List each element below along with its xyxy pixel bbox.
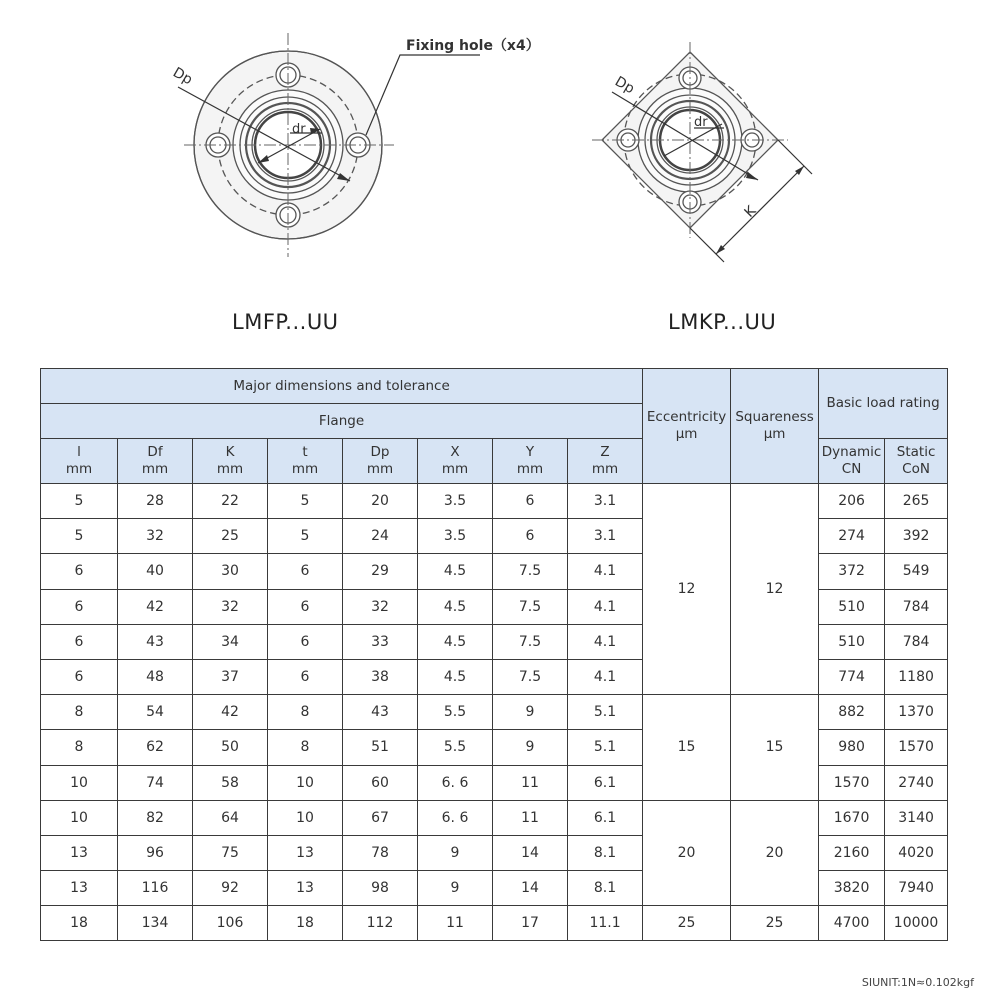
- cell-l: 6: [41, 554, 118, 589]
- cell-k: 22: [193, 484, 268, 519]
- table-row: [41, 906, 948, 941]
- cell-t: 13: [268, 835, 343, 870]
- cell-z: 4.1: [568, 624, 643, 659]
- cell-df: 96: [118, 835, 193, 870]
- cell-x: 4.5: [418, 659, 493, 694]
- cell-t: 13: [268, 871, 343, 906]
- model-label-lmkp: LMKP...UU: [668, 310, 777, 334]
- round-flange-drawing: [150, 25, 550, 275]
- cell-y: 6: [493, 519, 568, 554]
- cell-z: 8.1: [568, 871, 643, 906]
- k-label: K: [741, 203, 760, 221]
- dynamic-header: [819, 439, 885, 484]
- cell-static: 265: [885, 484, 948, 519]
- cell-eccentricity: 20: [643, 800, 731, 906]
- cell-l: 6: [41, 659, 118, 694]
- cell-static: 784: [885, 589, 948, 624]
- eccentricity-header-label: Eccentricity: [646, 409, 727, 425]
- column-header-name: Z: [600, 444, 610, 460]
- cell-df: 74: [118, 765, 193, 800]
- cell-eccentricity: 12: [643, 484, 731, 695]
- cell-x: 4.5: [418, 589, 493, 624]
- cell-df: 116: [118, 871, 193, 906]
- dynamic-header-unit: CN: [841, 461, 862, 477]
- cell-y: 14: [493, 835, 568, 870]
- column-header-name: t: [302, 444, 308, 460]
- cell-k: 92: [193, 871, 268, 906]
- column-header-name: l: [77, 444, 81, 460]
- cell-z: 4.1: [568, 659, 643, 694]
- cell-y: 17: [493, 906, 568, 941]
- cell-z: 3.1: [568, 484, 643, 519]
- cell-y: 9: [493, 695, 568, 730]
- cell-static: 1180: [885, 659, 948, 694]
- cell-dynamic: 4700: [819, 906, 885, 941]
- column-header-z: [568, 439, 643, 484]
- cell-df: 28: [118, 484, 193, 519]
- table-row: [41, 484, 948, 519]
- cell-z: 11.1: [568, 906, 643, 941]
- cell-y: 9: [493, 730, 568, 765]
- cell-x: 6. 6: [418, 765, 493, 800]
- major-dimensions-header: Major dimensions and tolerance: [41, 369, 643, 404]
- cell-dynamic: 2160: [819, 835, 885, 870]
- cell-y: 7.5: [493, 554, 568, 589]
- cell-y: 7.5: [493, 659, 568, 694]
- unit-footnote: SIUNIT:1N≈0.102kgf: [861, 976, 974, 989]
- squareness-header-unit: μm: [763, 426, 786, 442]
- cell-l: 5: [41, 484, 118, 519]
- cell-k: 64: [193, 800, 268, 835]
- cell-k: 34: [193, 624, 268, 659]
- cell-squareness: 25: [731, 906, 819, 941]
- cell-dynamic: 372: [819, 554, 885, 589]
- cell-df: 42: [118, 589, 193, 624]
- squareness-header: [731, 369, 819, 484]
- cell-dynamic: 980: [819, 730, 885, 765]
- cell-static: 1370: [885, 695, 948, 730]
- cell-dynamic: 774: [819, 659, 885, 694]
- cell-df: 62: [118, 730, 193, 765]
- dp-label-square: Dp: [612, 73, 638, 98]
- eccentricity-header-unit: μm: [675, 426, 698, 442]
- static-header-unit: CoN: [902, 461, 930, 477]
- cell-dynamic: 882: [819, 695, 885, 730]
- dr-label-square: dr: [694, 115, 708, 130]
- table-row: [41, 695, 948, 730]
- cell-dp: 20: [343, 484, 418, 519]
- cell-dp: 24: [343, 519, 418, 554]
- cell-df: 134: [118, 906, 193, 941]
- cell-df: 43: [118, 624, 193, 659]
- static-header-label: Static: [896, 444, 936, 460]
- column-header-unit: mm: [291, 461, 319, 477]
- column-header-l: [41, 439, 118, 484]
- cell-t: 10: [268, 800, 343, 835]
- cell-dynamic: 510: [819, 589, 885, 624]
- column-header-unit: mm: [441, 461, 469, 477]
- cell-t: 8: [268, 695, 343, 730]
- cell-z: 3.1: [568, 519, 643, 554]
- dr-label-round: dr: [292, 122, 306, 137]
- cell-l: 6: [41, 589, 118, 624]
- cell-x: 3.5: [418, 519, 493, 554]
- cell-k: 50: [193, 730, 268, 765]
- square-flange-drawing: [590, 40, 830, 280]
- cell-k: 30: [193, 554, 268, 589]
- cell-z: 4.1: [568, 554, 643, 589]
- cell-df: 82: [118, 800, 193, 835]
- cell-eccentricity: 25: [643, 906, 731, 941]
- cell-t: 6: [268, 624, 343, 659]
- cell-l: 6: [41, 624, 118, 659]
- cell-t: 18: [268, 906, 343, 941]
- cell-static: 7940: [885, 871, 948, 906]
- column-header-name: Y: [525, 444, 535, 460]
- cell-l: 13: [41, 871, 118, 906]
- cell-static: 784: [885, 624, 948, 659]
- dp-label-round: Dp: [170, 64, 196, 89]
- cell-x: 6. 6: [418, 800, 493, 835]
- column-header-y: [493, 439, 568, 484]
- spec-table-body: [41, 484, 948, 941]
- cell-y: 11: [493, 765, 568, 800]
- cell-z: 6.1: [568, 765, 643, 800]
- cell-x: 9: [418, 835, 493, 870]
- cell-dynamic: 206: [819, 484, 885, 519]
- cell-k: 42: [193, 695, 268, 730]
- cell-df: 40: [118, 554, 193, 589]
- cell-t: 10: [268, 765, 343, 800]
- column-header-unit: mm: [366, 461, 394, 477]
- cell-dynamic: 510: [819, 624, 885, 659]
- cell-squareness: 12: [731, 484, 819, 695]
- cell-static: 3140: [885, 800, 948, 835]
- cell-x: 11: [418, 906, 493, 941]
- cell-l: 18: [41, 906, 118, 941]
- cell-y: 7.5: [493, 624, 568, 659]
- cell-t: 6: [268, 589, 343, 624]
- cell-z: 6.1: [568, 800, 643, 835]
- column-header-x: [418, 439, 493, 484]
- cell-dp: 51: [343, 730, 418, 765]
- cell-static: 2740: [885, 765, 948, 800]
- cell-t: 6: [268, 554, 343, 589]
- cell-static: 10000: [885, 906, 948, 941]
- column-header-t: [268, 439, 343, 484]
- cell-dynamic: 3820: [819, 871, 885, 906]
- cell-z: 5.1: [568, 730, 643, 765]
- cell-dp: 43: [343, 695, 418, 730]
- column-header-name: Df: [147, 444, 163, 460]
- cell-l: 5: [41, 519, 118, 554]
- column-header-dp: [343, 439, 418, 484]
- eccentricity-header: [643, 369, 731, 484]
- cell-dynamic: 1670: [819, 800, 885, 835]
- cell-y: 11: [493, 800, 568, 835]
- cell-t: 8: [268, 730, 343, 765]
- cell-dp: 29: [343, 554, 418, 589]
- column-header-name: K: [225, 444, 235, 460]
- cell-dp: 38: [343, 659, 418, 694]
- cell-x: 9: [418, 871, 493, 906]
- cell-k: 37: [193, 659, 268, 694]
- cell-t: 5: [268, 519, 343, 554]
- cell-squareness: 20: [731, 800, 819, 906]
- column-header-unit: mm: [141, 461, 169, 477]
- cell-l: 13: [41, 835, 118, 870]
- cell-dp: 67: [343, 800, 418, 835]
- cell-l: 8: [41, 730, 118, 765]
- model-label-lmfp: LMFP...UU: [232, 310, 339, 334]
- cell-dp: 112: [343, 906, 418, 941]
- cell-dp: 98: [343, 871, 418, 906]
- dynamic-header-label: Dynamic: [821, 444, 882, 460]
- cell-eccentricity: 15: [643, 695, 731, 801]
- cell-x: 5.5: [418, 730, 493, 765]
- cell-squareness: 15: [731, 695, 819, 801]
- cell-x: 3.5: [418, 484, 493, 519]
- spec-table: [40, 368, 948, 941]
- basic-load-header: Basic load rating: [819, 369, 948, 439]
- cell-static: 549: [885, 554, 948, 589]
- cell-df: 54: [118, 695, 193, 730]
- cell-x: 5.5: [418, 695, 493, 730]
- cell-l: 10: [41, 800, 118, 835]
- cell-y: 14: [493, 871, 568, 906]
- cell-l: 10: [41, 765, 118, 800]
- cell-k: 75: [193, 835, 268, 870]
- cell-z: 4.1: [568, 589, 643, 624]
- cell-static: 1570: [885, 730, 948, 765]
- flange-header: Flange: [41, 404, 643, 439]
- cell-x: 4.5: [418, 554, 493, 589]
- cell-df: 32: [118, 519, 193, 554]
- cell-k: 25: [193, 519, 268, 554]
- column-header-unit: mm: [591, 461, 619, 477]
- cell-x: 4.5: [418, 624, 493, 659]
- cell-t: 5: [268, 484, 343, 519]
- column-header-unit: mm: [216, 461, 244, 477]
- static-header: [885, 439, 948, 484]
- column-header-unit: mm: [65, 461, 93, 477]
- squareness-header-label: Squareness: [735, 409, 814, 425]
- column-header-unit: mm: [516, 461, 544, 477]
- column-header-df: [118, 439, 193, 484]
- cell-k: 58: [193, 765, 268, 800]
- table-row: [41, 800, 948, 835]
- cell-y: 6: [493, 484, 568, 519]
- cell-dynamic: 274: [819, 519, 885, 554]
- cell-dp: 32: [343, 589, 418, 624]
- cell-dp: 60: [343, 765, 418, 800]
- fixing-hole-label: Fixing hole（x4）: [406, 38, 540, 54]
- cell-static: 4020: [885, 835, 948, 870]
- cell-df: 48: [118, 659, 193, 694]
- cell-k: 32: [193, 589, 268, 624]
- column-header-name: X: [450, 444, 460, 460]
- cell-z: 5.1: [568, 695, 643, 730]
- cell-static: 392: [885, 519, 948, 554]
- cell-k: 106: [193, 906, 268, 941]
- cell-l: 8: [41, 695, 118, 730]
- column-header-name: Dp: [370, 444, 390, 460]
- cell-t: 6: [268, 659, 343, 694]
- cell-dp: 78: [343, 835, 418, 870]
- column-header-k: [193, 439, 268, 484]
- cell-z: 8.1: [568, 835, 643, 870]
- cell-dynamic: 1570: [819, 765, 885, 800]
- cell-y: 7.5: [493, 589, 568, 624]
- cell-dp: 33: [343, 624, 418, 659]
